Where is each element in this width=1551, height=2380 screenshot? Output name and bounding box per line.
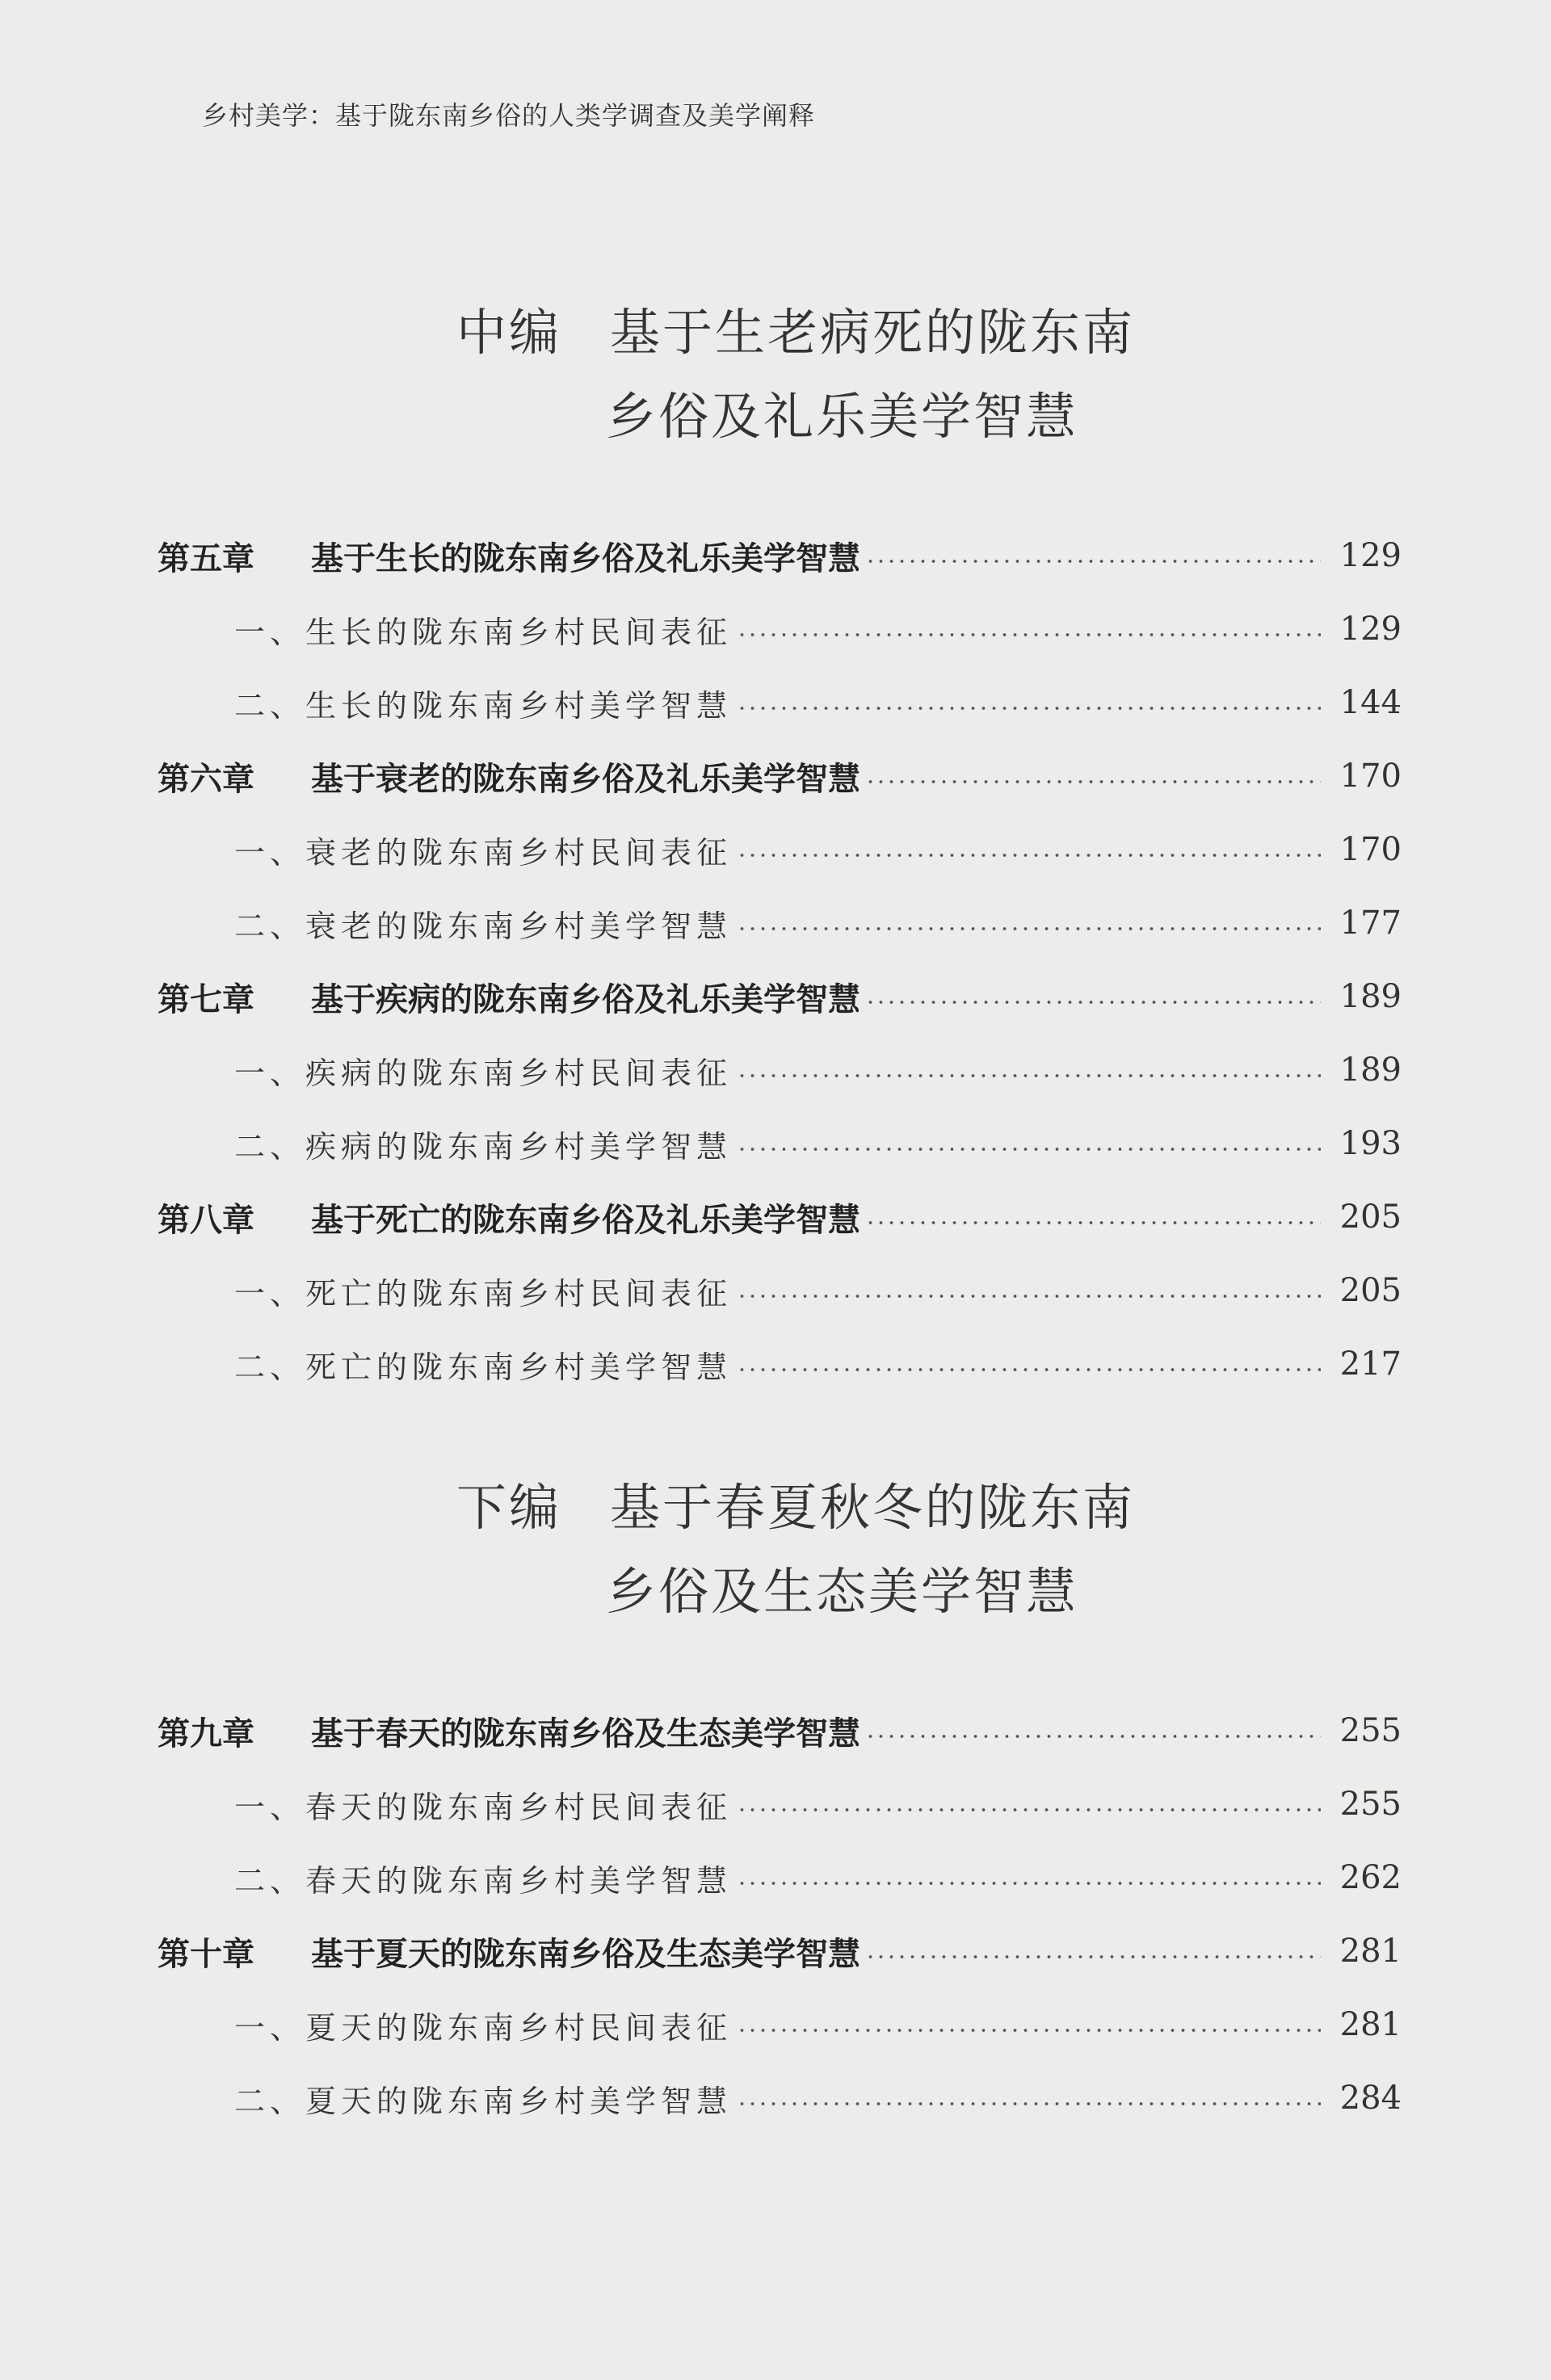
- page-number: 129: [1339, 537, 1402, 574]
- toc-section[interactable]: [234, 2074, 1402, 2122]
- chapter-title: 基于死亡的陇东南乡俗及礼乐美学智慧: [311, 1201, 860, 1239]
- leader-dots: [737, 2101, 1321, 2106]
- page-number: 262: [1339, 1859, 1402, 1896]
- part-label: 下编: [456, 1478, 562, 1537]
- part-title-middle: [0, 291, 1551, 459]
- chapter-title: 基于生长的陇东南乡俗及礼乐美学智慧: [311, 539, 860, 577]
- chapter-number: 第九章: [158, 1715, 254, 1752]
- toc-section[interactable]: [234, 1046, 1402, 1094]
- toc-section[interactable]: [234, 1266, 1402, 1315]
- leader-dots: [737, 1073, 1321, 1078]
- section-title: 二、夏天的陇东南乡村美学智慧: [234, 2083, 733, 2119]
- chapter-title: 基于疾病的陇东南乡俗及礼乐美学智慧: [311, 980, 860, 1018]
- toc-section[interactable]: [234, 825, 1402, 874]
- toc-chapter[interactable]: [158, 1706, 1402, 1755]
- toc-chapter[interactable]: [158, 1927, 1402, 1975]
- section-title: 一、春天的陇东南乡村民间表征: [234, 1789, 733, 1825]
- part-title-text: 基于春夏秋冬的陇东南: [610, 1478, 1136, 1537]
- leader-dots: [865, 779, 1321, 784]
- page-number: 255: [1339, 1712, 1402, 1749]
- toc-chapter[interactable]: [158, 1193, 1402, 1241]
- leader-dots: [865, 1734, 1321, 1739]
- chapter-title: 基于春天的陇东南乡俗及生态美学智慧: [311, 1715, 860, 1752]
- part-title-line1: [0, 1466, 1551, 1550]
- chapter-number: 第十章: [158, 1935, 254, 1973]
- section-title: 一、死亡的陇东南乡村民间表征: [234, 1275, 733, 1312]
- page-number: 205: [1339, 1272, 1402, 1309]
- part-title-lower: [0, 1466, 1551, 1634]
- toc-chapter[interactable]: [158, 531, 1402, 580]
- section-title: 一、衰老的陇东南乡村民间表征: [234, 834, 733, 871]
- part-title-text: 基于生老病死的陇东南: [610, 303, 1136, 362]
- chapter-number: 第六章: [158, 760, 254, 798]
- toc-section[interactable]: [234, 1340, 1402, 1388]
- toc-section[interactable]: [234, 1853, 1402, 1902]
- chapter-number: 第七章: [158, 980, 254, 1018]
- part-title-line2: 乡俗及生态美学智慧: [606, 1562, 1079, 1621]
- leader-dots: [737, 1807, 1321, 1812]
- part-title-line2: 乡俗及礼乐美学智慧: [606, 387, 1079, 446]
- toc-chapter[interactable]: [158, 972, 1402, 1021]
- toc-section[interactable]: [234, 605, 1402, 653]
- part-label: 中编: [456, 303, 562, 362]
- chapter-title: 基于衰老的陇东南乡俗及礼乐美学智慧: [311, 760, 860, 798]
- page-number: 189: [1339, 978, 1402, 1015]
- leader-dots: [737, 2028, 1321, 2033]
- page-number: 217: [1339, 1345, 1402, 1383]
- leader-dots: [737, 1294, 1321, 1299]
- leader-dots: [865, 1954, 1321, 1959]
- leader-dots: [737, 706, 1321, 711]
- section-title: 二、生长的陇东南乡村美学智慧: [234, 687, 733, 724]
- page-number: 205: [1339, 1198, 1402, 1236]
- toc-section[interactable]: [234, 678, 1402, 727]
- page-number: 170: [1339, 758, 1402, 795]
- page-number: 129: [1339, 611, 1402, 648]
- toc-section[interactable]: [234, 899, 1402, 947]
- section-title: 一、夏天的陇东南乡村民间表征: [234, 2009, 733, 2046]
- leader-dots: [737, 1367, 1321, 1372]
- section-title: 二、春天的陇东南乡村美学智慧: [234, 1862, 733, 1899]
- page-number: 281: [1339, 2006, 1402, 2043]
- page-number: 144: [1339, 684, 1402, 721]
- section-title: 二、疾病的陇东南乡村美学智慧: [234, 1128, 733, 1165]
- page-number: 193: [1339, 1125, 1402, 1162]
- part-title-line1: [0, 291, 1551, 375]
- toc-section[interactable]: [234, 1119, 1402, 1168]
- toc-chapter[interactable]: [158, 752, 1402, 800]
- leader-dots: [865, 1220, 1321, 1225]
- leader-dots: [737, 1881, 1321, 1886]
- page-number: 177: [1339, 905, 1402, 942]
- leader-dots: [737, 926, 1321, 931]
- section-title: 二、死亡的陇东南乡村美学智慧: [234, 1349, 733, 1385]
- section-title: 一、生长的陇东南乡村民间表征: [234, 614, 733, 650]
- page-number: 281: [1339, 1933, 1402, 1970]
- page-number: 255: [1339, 1786, 1402, 1823]
- running-header: 乡村美学：基于陇东南乡俗的人类学调查及美学阐释: [202, 100, 816, 131]
- chapter-number: 第八章: [158, 1201, 254, 1239]
- leader-dots: [737, 632, 1321, 637]
- leader-dots: [865, 559, 1321, 564]
- page-number: 284: [1339, 2080, 1402, 2117]
- leader-dots: [737, 853, 1321, 858]
- leader-dots: [865, 1000, 1321, 1005]
- toc-section[interactable]: [234, 1780, 1402, 1828]
- chapter-number: 第五章: [158, 539, 254, 577]
- leader-dots: [737, 1147, 1321, 1152]
- toc-section[interactable]: [234, 2000, 1402, 2049]
- page-number: 170: [1339, 831, 1402, 868]
- page-number: 189: [1339, 1051, 1402, 1089]
- chapter-title: 基于夏天的陇东南乡俗及生态美学智慧: [311, 1935, 860, 1973]
- section-title: 一、疾病的陇东南乡村民间表征: [234, 1055, 733, 1091]
- section-title: 二、衰老的陇东南乡村美学智慧: [234, 908, 733, 944]
